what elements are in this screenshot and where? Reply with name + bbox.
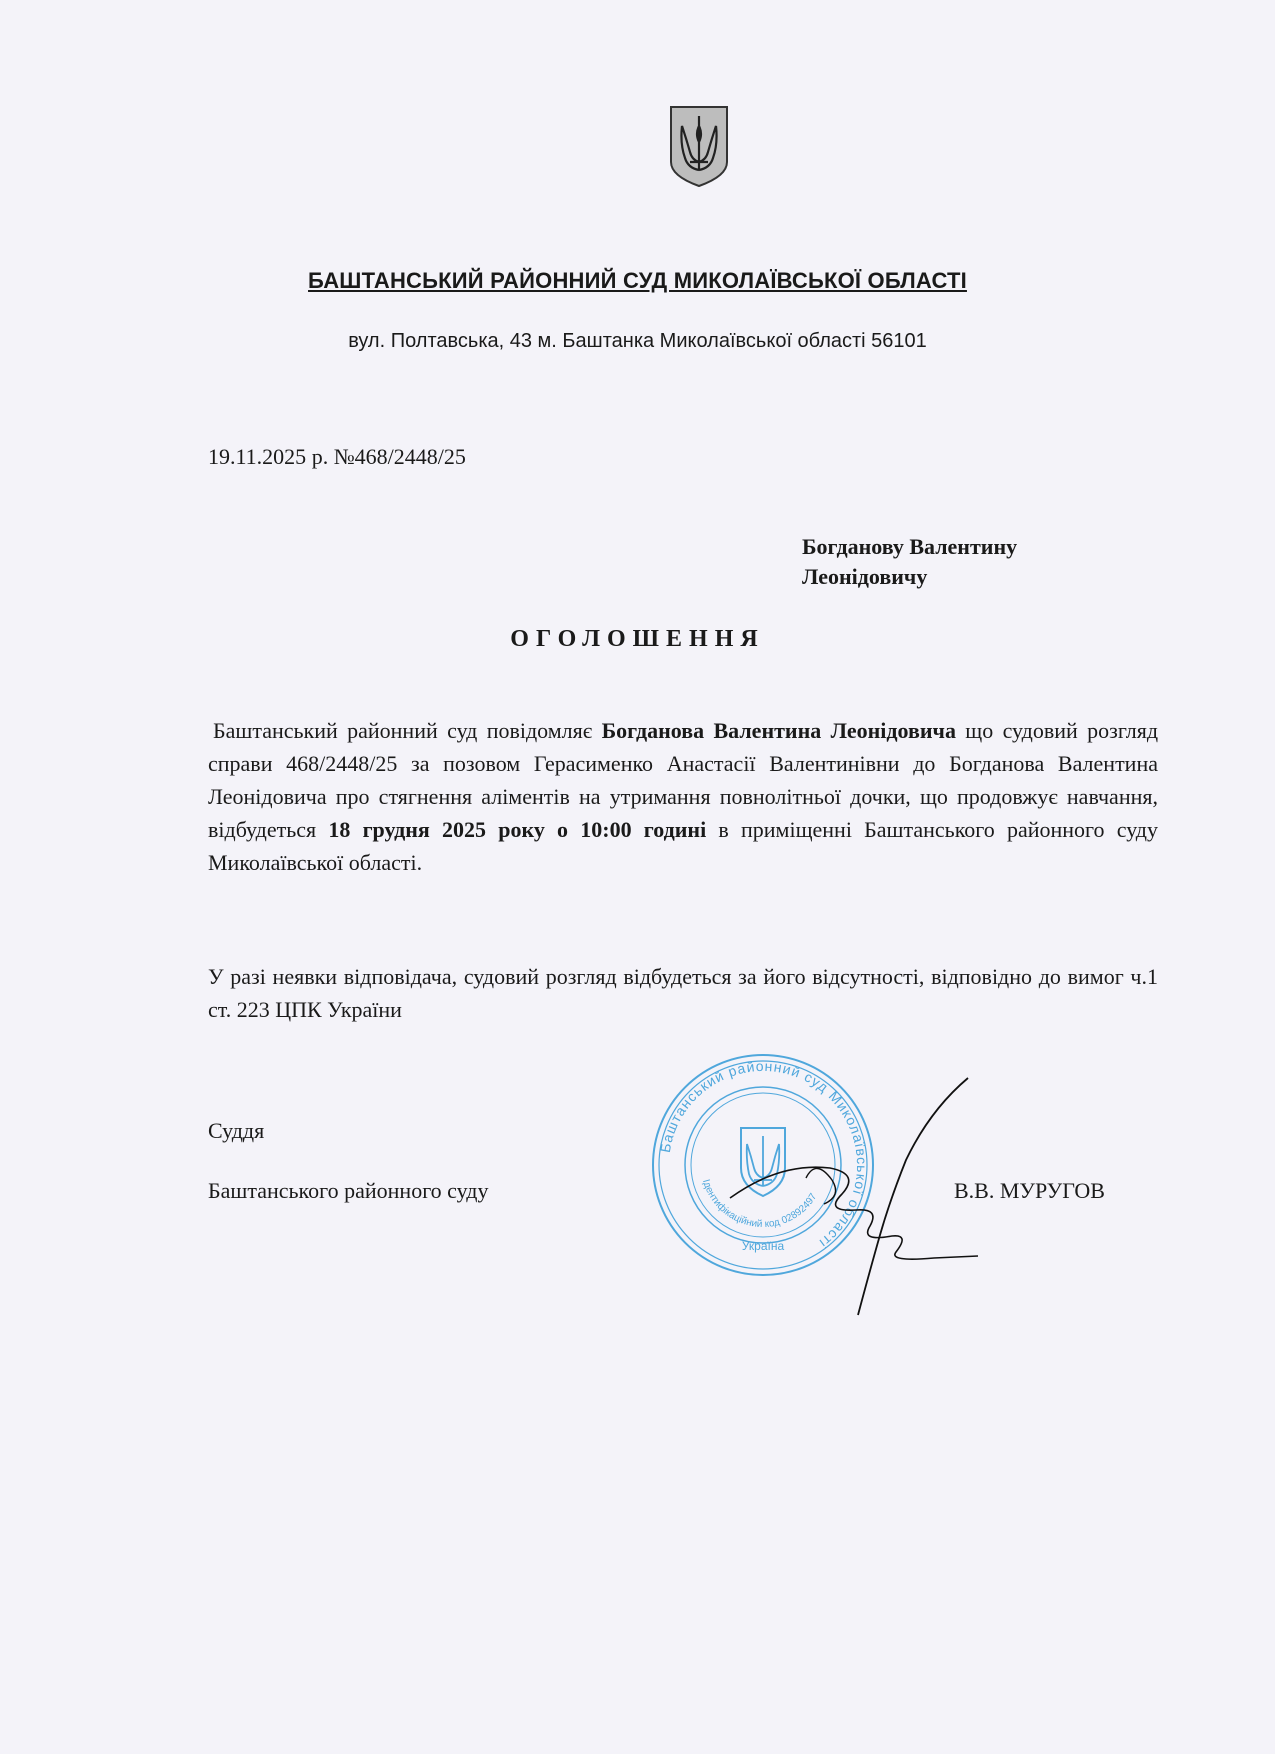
signer-role: Суддя [208,1118,265,1143]
document-title: ОГОЛОШЕННЯ [510,626,765,652]
court-address: вул. Полтавська, 43 м. Баштанка Миколаївської області 56101 [348,330,927,352]
judge-signature [720,1070,980,1330]
seal-bottom-text: Україна [741,1239,785,1253]
signer-court: Баштанського районного суду [208,1178,489,1203]
document-reference [208,444,466,470]
absence-notice-paragraph: У разі неявки відповідача, судовий розгляд відбудеться за його відсутності, відповідно до вимог ч.1 ст. 223 ЦПК України [208,964,1158,1022]
paragraph-text-1: Баштанський районний суд повідомляє [213,718,602,743]
addressee-line-2: Леонідовичу [802,564,928,589]
trident-emblem-icon [668,104,730,188]
document-date-suffix: р. [311,444,329,469]
addressee-block [802,532,1017,592]
paragraph-text-3: в приміщенні Баштанського районного суду Миколаївської області. [208,817,1158,875]
document-date: 19.11.2025 [208,444,307,469]
seal-outer-text: Баштанський районний суд Миколаївської області [656,1057,871,1252]
court-name-heading: БАШТАНСЬКИЙ РАЙОННИЙ СУД МИКОЛАЇВСЬКОЇ ОБЛАСТІ [308,268,967,293]
announcement-paragraph [208,714,1158,879]
seal-inner-text: Ідентифікаційний код 02892497 [700,1178,820,1231]
hearing-datetime-bold: 18 грудня 2025 року о 10:00 годині [328,817,707,842]
signer-name: В.В. МУРУГОВ [954,1178,1105,1203]
defendant-name-bold: Богданова Валентина Леонідовича [601,718,956,743]
paragraph-text-2: що судовий розгляд справи 468/2448/25 за позовом Герасименко Анастасії Валентинівни до Богданова Валентина Леонідовича про стягнення аліментів на утримання повнолітньої дочки, що продовжує навчання, відбудеться [208,718,1159,842]
document-number: №468/2448/25 [333,444,466,469]
addressee-line-1: Богданову Валентину [802,534,1018,559]
